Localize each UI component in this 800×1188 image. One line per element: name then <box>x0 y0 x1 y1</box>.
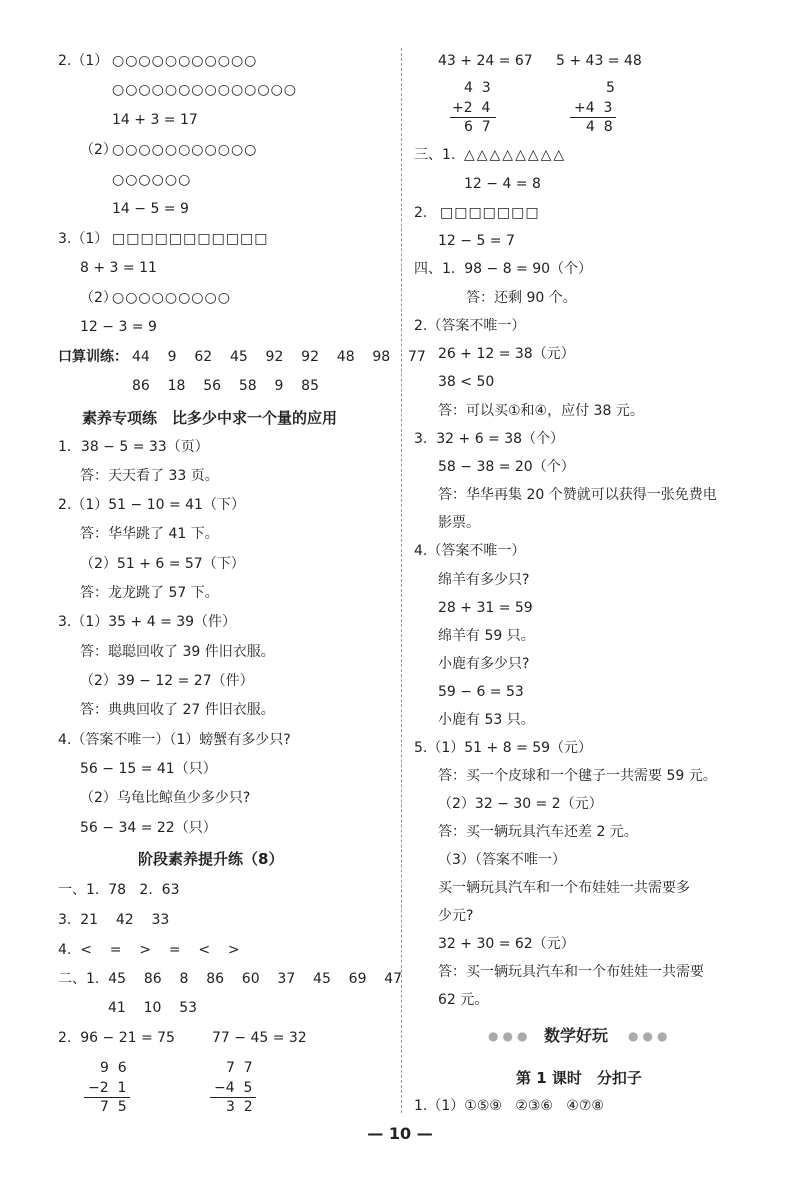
fun-section-title: 数学好玩 <box>544 1026 609 1045</box>
vertical-calc-2-result: 3 2 <box>226 1099 253 1115</box>
s1-q4-2-equation: 56 − 34 = 22（只） <box>80 820 217 836</box>
fun-title-dots-right: ●●● <box>628 1029 672 1043</box>
lesson-q1: 1.（1）①⑤⑨ ②③⑥ ④⑦⑧ <box>414 1098 604 1114</box>
r4-4-equation-1: 28 + 31 = 59 <box>438 600 533 616</box>
s2-1-1: 一、1. 78 2. 63 <box>58 882 180 898</box>
oral-training-row2: 86 18 56 58 9 85 <box>132 378 319 394</box>
s1-q4-1-equation: 56 − 15 = 41（只） <box>80 761 217 777</box>
r4-4-label: 4.（答案不唯一） <box>414 543 526 559</box>
r3-1-triangles: △△△△△△△△ <box>464 147 567 163</box>
r4-5-3-equation: 32 + 30 = 62（元） <box>438 936 575 952</box>
s2-2-1-row1: 二、1. 45 86 8 86 60 37 45 69 47 <box>58 971 403 987</box>
r-equation-1: 43 + 24 = 67 <box>438 53 533 69</box>
vertical-calc-1-mid: −2 1 <box>88 1080 127 1096</box>
lesson-title: 第 1 课时 分扣子 <box>516 1069 642 1087</box>
r4-5-1-equation: 5.（1）51 + 8 = 59（元） <box>414 740 593 756</box>
vertical-calc-3-mid: +2 4 <box>452 100 491 116</box>
q3-2-label: （2） <box>80 290 117 306</box>
s1-q4-question: 4.（答案不唯一）（1）螃蟹有多少只? <box>58 732 291 748</box>
q3-1-squares: □□□□□□□□□□□ <box>112 231 269 247</box>
q2-2-label: （2） <box>80 142 117 158</box>
q3-1-equation: 8 + 3 = 11 <box>80 260 157 276</box>
r4-5-3-answer-line2: 62 元。 <box>438 992 489 1008</box>
r4-3-equation: 3. 32 + 6 = 38（个） <box>414 431 565 447</box>
s2-1-4: 4. < = > = < > <box>58 942 240 958</box>
q2-1-circles-row1: ○○○○○○○○○○○ <box>112 53 258 69</box>
r4-1-answer: 答：还剩 90 个。 <box>466 290 577 306</box>
vertical-calc-1-result: 7 5 <box>100 1099 127 1115</box>
s1-q2-1-equation: 2.（1）51 − 10 = 41（下） <box>58 497 245 513</box>
s1-q3-2-answer: 答：典典回收了 27 件旧衣服。 <box>80 702 275 718</box>
oral-training-label: 口算训练： <box>58 349 128 365</box>
r4-5-3-question-line2: 少元? <box>438 908 474 924</box>
q2-1-equation: 14 + 3 = 17 <box>112 112 198 128</box>
fun-title-dots-left: ●●● <box>488 1029 532 1043</box>
s1-q3-1-answer: 答：聪聪回收了 39 件旧衣服。 <box>80 644 275 660</box>
page-number: — 10 — <box>367 1124 433 1143</box>
q2-2-circles-row2: ○○○○○○ <box>112 172 192 188</box>
q3-1-label: 3.（1） <box>58 231 109 247</box>
s1-q3-1-equation: 3.（1）35 + 4 = 39（件） <box>58 614 237 630</box>
r4-5-3-answer-line1: 答：买一辆玩具汽车和一个布娃娃一共需要 <box>438 964 704 980</box>
r4-4-question-1: 绵羊有多少只? <box>438 572 530 588</box>
r4-2-answer: 答：可以买①和④，应付 38 元。 <box>438 403 644 419</box>
vertical-calc-4-result: 4 8 <box>586 119 613 135</box>
s1-q1-equation: 1．38 − 5 = 33（页） <box>58 439 209 455</box>
vertical-calc-2-mid: −4 5 <box>214 1080 253 1096</box>
vertical-calc-2-top: 7 7 <box>226 1060 253 1076</box>
r4-3-answer-line2: 影票。 <box>438 515 480 531</box>
r4-3-answer-line1: 答：华华再集 20 个赞就可以获得一张免费电 <box>438 487 717 503</box>
vertical-calc-4-top: 5 <box>606 80 615 96</box>
s2-2-2-equation-a: 2. 96 − 21 = 75 <box>58 1030 175 1046</box>
r3-1-label: 三、1. <box>414 147 456 163</box>
r4-5-2-answer: 答：买一辆玩具汽车还差 2 元。 <box>438 824 638 840</box>
s2-1-3: 3. 21 42 33 <box>58 912 170 928</box>
r-equation-2: 5 + 43 = 48 <box>556 53 642 69</box>
vertical-calc-4-mid: +4 3 <box>574 100 613 116</box>
s1-q3-2-equation: （2）39 − 12 = 27（件） <box>80 673 254 689</box>
vertical-calc-3-result: 6 7 <box>464 119 491 135</box>
s1-q2-1-answer: 答：华华跳了 41 下。 <box>80 526 219 542</box>
r4-2-label: 2.（答案不唯一） <box>414 318 526 334</box>
section-title-comparison: 素养专项练 比多少中求一个量的应用 <box>82 409 338 427</box>
s1-q2-2-equation: （2）51 + 6 = 57（下） <box>80 556 245 572</box>
section-title-stage: 阶段素养提升练（8） <box>138 850 284 868</box>
r4-5-1-answer: 答：买一个皮球和一个毽子一共需要 59 元。 <box>438 768 717 784</box>
r4-3-equation-2: 58 − 38 = 20（个） <box>438 459 575 475</box>
s2-2-1-row2: 41 10 53 <box>108 1000 198 1016</box>
r4-2-equation-1: 26 + 12 = 38（元） <box>438 346 575 362</box>
r3-1-equation: 12 − 4 = 8 <box>464 176 541 192</box>
q3-2-equation: 12 − 3 = 9 <box>80 319 157 335</box>
r4-2-equation-2: 38 < 50 <box>438 374 495 390</box>
s1-q2-2-answer: 答：龙龙跳了 57 下。 <box>80 585 219 601</box>
q2-2-circles-row1: ○○○○○○○○○○○ <box>112 142 258 158</box>
r4-4-answer-1: 绵羊有 59 只。 <box>438 628 535 644</box>
r3-2-equation: 12 − 5 = 7 <box>438 233 515 249</box>
q3-2-circles: ○○○○○○○○○ <box>112 290 231 306</box>
r4-5-2-equation: （2）32 − 30 = 2（元） <box>438 796 603 812</box>
oral-training-row1: 44 9 62 45 92 92 48 98 77 <box>132 349 426 365</box>
r4-4-question-2: 小鹿有多少只? <box>438 656 530 672</box>
r4-1-equation: 四、1. 98 − 8 = 90（个） <box>414 261 593 277</box>
r4-4-equation-2: 59 − 6 = 53 <box>438 684 524 700</box>
r4-5-3-label: （3）（答案不唯一） <box>438 852 566 868</box>
r4-4-answer-2: 小鹿有 53 只。 <box>438 712 535 728</box>
q2-1-label: 2.（1） <box>58 53 109 69</box>
r4-5-3-question-line1: 买一辆玩具汽车和一个布娃娃一共需要多 <box>438 880 690 896</box>
s2-2-2-equation-b: 77 − 45 = 32 <box>212 1030 307 1046</box>
r3-2-label: 2. <box>414 205 428 221</box>
s1-q4-2-question: （2）乌龟比鲸鱼少多少只? <box>80 790 251 806</box>
column-divider <box>401 48 402 1113</box>
s1-q1-answer: 答：天天看了 33 页。 <box>80 468 219 484</box>
r3-2-squares: □□□□□□□ <box>440 205 540 221</box>
q2-1-circles-row2: ○○○○○○○○○○○○○○ <box>112 82 298 98</box>
q2-2-equation: 14 − 5 = 9 <box>112 201 189 217</box>
vertical-calc-1-top: 9 6 <box>100 1060 127 1076</box>
vertical-calc-3-top: 4 3 <box>464 80 491 96</box>
